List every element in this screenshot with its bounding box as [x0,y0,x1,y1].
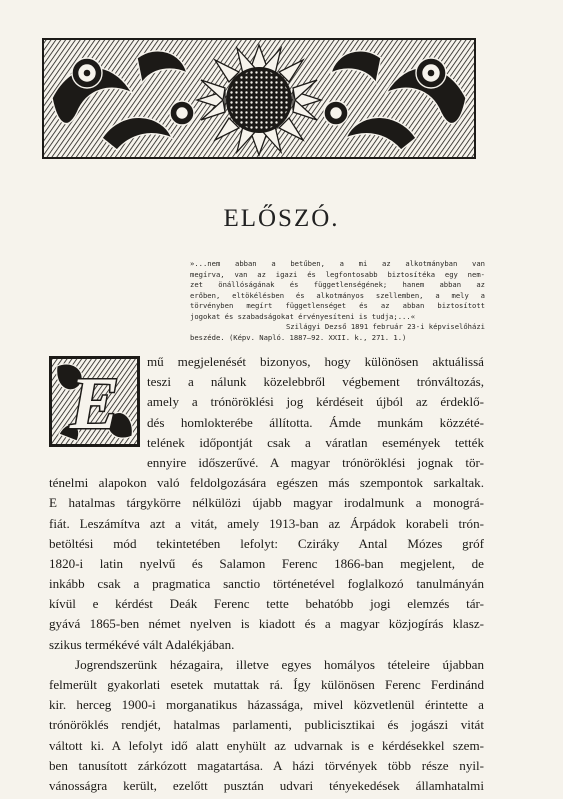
epigraph-line: »...nem abban a betűben, a mi az alkotmányban van [190,259,485,268]
body-line: szikus termékévé vált Adalékjában. [49,636,235,652]
body-line: 1820-i latin nyelvű és Salamon Ferenc 1866-ban megjelent, de [49,555,484,571]
body-line: teszi a nálunk közelebbről végbement trónváltozás, [147,374,484,390]
page-title: ELŐSZÓ. [223,205,340,232]
body-line: E hatalmas tárgykörre nélkülözi újabb magyar irodalmunk a monográ- [49,495,484,511]
epigraph-line: jogokat és szabadságokat érvényesíteni is tudja;...« [190,311,416,321]
body-line: váltott ki. A lefolyt idő alatt enyhült az udvarnak is e kérdésekkel szem- [49,737,484,753]
epigraph-quote [190,259,485,343]
body-line: Jogrendszerünk hézagaira, illetve egyes homályos tételeire újabban [75,656,484,672]
epigraph-attribution: Szilágyi Dezső 1891 február 23-i képviselőházi [285,322,485,331]
body-line: gyává 1865-ben német nyelven is kiadott és a magyar közjogírás klasz- [49,616,484,632]
body-line: dés homlokterébe állította. Ámde munkám közzété- [147,414,484,430]
body-line: telének időpontját csak a váratlan események tették [147,434,484,450]
body-line: mű megjelenését bizonyos, hogy különösen aktuálissá [147,354,484,369]
body-line: ténelmi alapokon való feldolgozására egészen más szempontok sarkaltak. [49,475,484,491]
epigraph-line: törvényben megírt függetlenséget és az abban biztosított [190,301,485,310]
body-text [49,352,484,796]
body-line: amely a trónöröklési jog kérdéseit újból az érdeklő- [147,394,484,410]
body-line: fiát. Leszámítva azt a vitát, amely 1913-ban az Árpádok korabeli trón- [49,515,484,531]
epigraph-source: beszéde. (Képv. Napló. 1887—92. XXII. k., 271. 1.) [190,332,407,342]
body-line: felmerült gyakorlati esetek mutattak rá. Így különösen Ferenc Ferdinánd [49,677,484,692]
body-line: ennyire időszerűvé. A magyar trónöröklési jognak tör- [147,454,484,470]
body-line: inkább csak a pragmatica sanctio történetével foglalkozó tanulmányán [49,576,484,592]
body-line: betöltési mód tekintetében lefolyt: Cziráky Antal Mózes gróf [49,535,484,551]
body-line: vánosságra került, ezelőtt pusztán udvari tényekedések államhatalmi [49,777,484,793]
drop-cap-letter: E [69,363,120,445]
floral-woodcut-header [42,38,476,159]
body-line: ben tanusított zárkózott magatartása. A házi törvények több része nyil- [49,757,484,773]
epigraph-line: megírva, van az igazi és legfontosabb biztosítéka egy nem- [190,269,485,279]
epigraph-line: zet önállóságának és függetlenségének; hanem abban az [190,280,485,289]
body-line: kir. herceg 1900-i morganatikus házassága, mivel közvetlenül érintette a [49,697,484,713]
body-line: kívül e kérdést Deák Ferenc tette behatóbb jogi elemzés tár- [49,596,484,612]
epigraph-line: erőben, eltökélésben és alkotmányos szellemben, a mely a [190,290,485,300]
body-line: trónöröklés rendjét, hatalmas parlamenti, publicisztikai és jogászi vitát [49,717,484,733]
